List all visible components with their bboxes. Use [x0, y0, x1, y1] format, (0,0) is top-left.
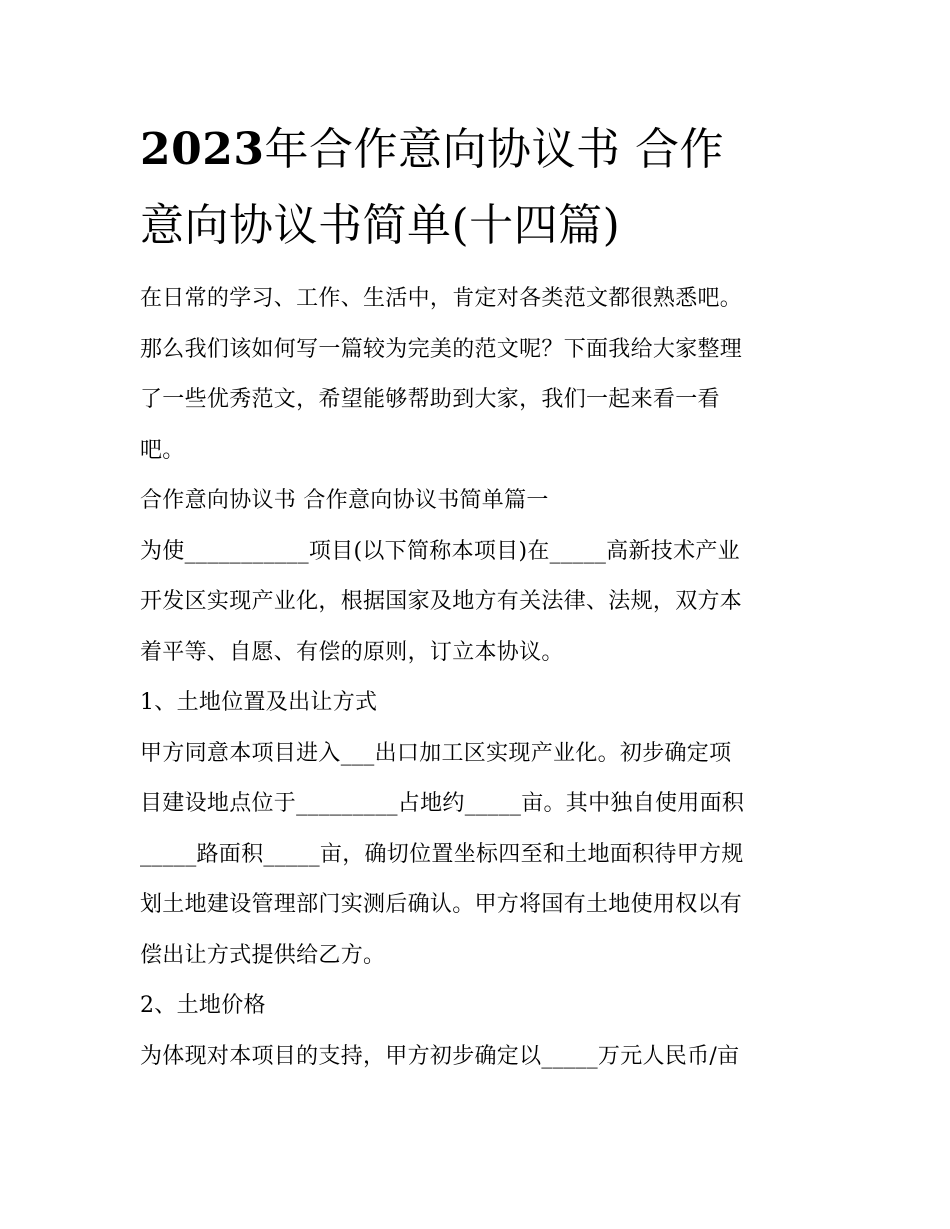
body-line: 开发区实现产业化，根据国家及地方有关法律、法规，双方本 — [140, 589, 743, 614]
body-line: 为使___________项目(以下简称本项目)在_____高新技术产业 — [140, 538, 740, 564]
body-line: 划土地建设管理部门实测后确认。甲方将国有土地使用权以有 — [140, 892, 743, 917]
body-line: 为体现对本项目的支持，甲方初步确定以_____万元人民币/亩 — [140, 1043, 740, 1069]
body-line: 偿出让方式提供给乙方。 — [140, 942, 386, 968]
clause-heading: 1、土地位置及出让方式 — [140, 690, 378, 715]
body-line: 目建设地点位于_________占地约_____亩。其中独自使用面积 — [140, 791, 745, 816]
body-line: 甲方同意本项目进入___出口加工区实现产业化。初步确定项 — [140, 740, 732, 766]
body-line: 着平等、自愿、有偿的原则，订立本协议。 — [140, 639, 564, 665]
title-year: 2023 — [140, 124, 265, 175]
body-line: 吧。 — [140, 437, 185, 463]
body-line: 那么我们该如何写一篇较为完美的范文呢？下面我给大家整理 — [140, 336, 743, 362]
clause-heading: 2、土地价格 — [140, 993, 266, 1018]
document-title — [140, 112, 820, 264]
body-line: 了一些优秀范文，希望能够帮助到大家，我们一起来看一看 — [140, 387, 720, 412]
title-line-2: 意向协议书简单(十四篇) — [140, 200, 621, 251]
section-heading: 合作意向协议书 合作意向协议书简单篇一 — [140, 488, 549, 513]
title-line-1 — [140, 112, 820, 188]
document-body — [140, 274, 820, 1082]
document-page — [140, 112, 820, 1082]
body-line: _____路面积_____亩，确切位置坐标四至和土地面积待甲方规 — [140, 841, 744, 867]
body-line: 在日常的学习、工作、生活中，肯定对各类范文都很熟悉吧。 — [140, 286, 743, 311]
title-line-1-rest: 年合作意向协议书 合作 — [264, 124, 724, 175]
